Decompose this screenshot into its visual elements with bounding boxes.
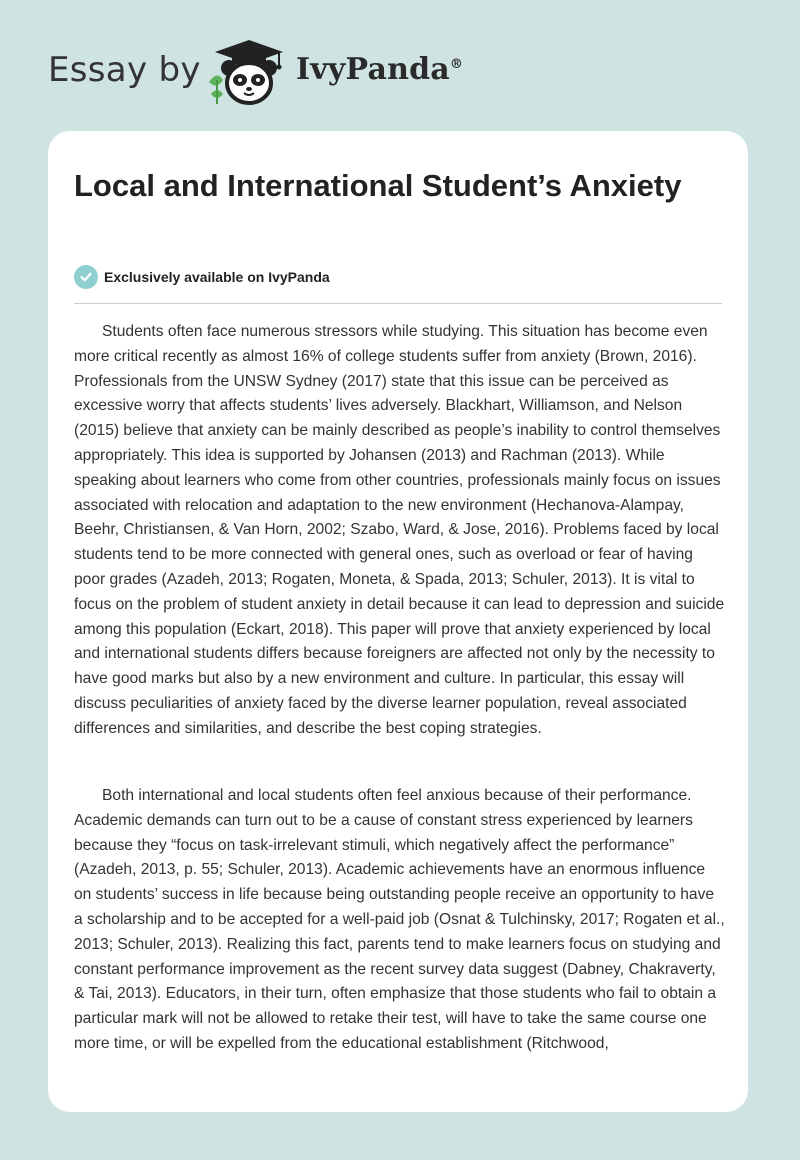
check-circle-icon (74, 265, 98, 289)
site-header (0, 0, 800, 130)
body-paragraph-1: Students often face numerous stressors while studying. This situation has become even more critical recently as almost 16% of college students suffer from anxiety (Brown, 2016). Professionals from the UNSW Sydney (2017) state that this issue can be perceived as excessive worry that affects students’ lives adversely. Blackhart, Williamson, and Nelson (2015) believe that anxiety can be mainly described as people’s inability to control themselves appropriately. This idea is supported by Johansen (2013) and Rachman (2013). While speaking about learners who come from other countries, professionals mainly focus on issues associated with relocation and adaptation to the new environment (Hechanova-Alampay, Beehr, Christiansen, & Van Horn, 2002; Szabo, Ward, & Jose, 2016). Problems faced by local students tend to be more connected with general ones, such as overload or fear of having poor grades (Azadeh, 2013; Rogaten, Moneta, & Spada, 2013; Schuler, 2013). It is vital to focus on the problem of student anxiety in detail because it can lead to depression and suicide among this population (Eckart, 2018). This paper will prove that anxiety experienced by local and international students differs because foreigners are affected not only by the necessity to have good marks but also by a new environment and culture. In particular, this essay will discuss peculiarities of anxiety faced by the diverse learner population, reveal associated differences and similarities, and describe the best coping strategies. (74, 323, 725, 737)
brand-name[interactable] (296, 52, 463, 87)
essay-title: Local and International Student’s Anxiety (74, 168, 682, 203)
body-paragraph-2: Both international and local students often feel anxious because of their performance. Academic demands can turn out to be a cause of constant stress experienced by learners because they “focus on task-irrelevant stimuli, which negatively affect the performance” (Azadeh, 2013, p. 55; Schuler, 2013). Academic achievements have an enormous influence on students’ success in life because being outstanding people receive an opportunity to have a scholarship and to be accepted for a well-paid job (Osnat & Tulchinsky, 2017; Rogaten et al., 2013; Schuler, 2013). Realizing this fact, parents tend to make learners focus on studying and constant performance improvement as the recent survey data suggest (Dabney, Chakraverty, & Tai, 2013). Educators, in their turn, often emphasize that those students who fail to obtain a particular mark will not be allowed to retake their test, will have to take the same course one more time, or will be expelled from the educational establishment (Ritchwood, (74, 787, 725, 1052)
registered-mark: ® (449, 57, 464, 72)
panda-graduate-icon[interactable] (203, 36, 291, 108)
badge-text: Exclusively available on IvyPanda (104, 269, 330, 285)
essay-card (48, 131, 748, 1112)
exclusive-badge (74, 265, 330, 289)
divider (74, 303, 722, 304)
brand-prefix: Essay by (48, 50, 201, 90)
brand-name-text: IvyPanda (296, 52, 450, 87)
